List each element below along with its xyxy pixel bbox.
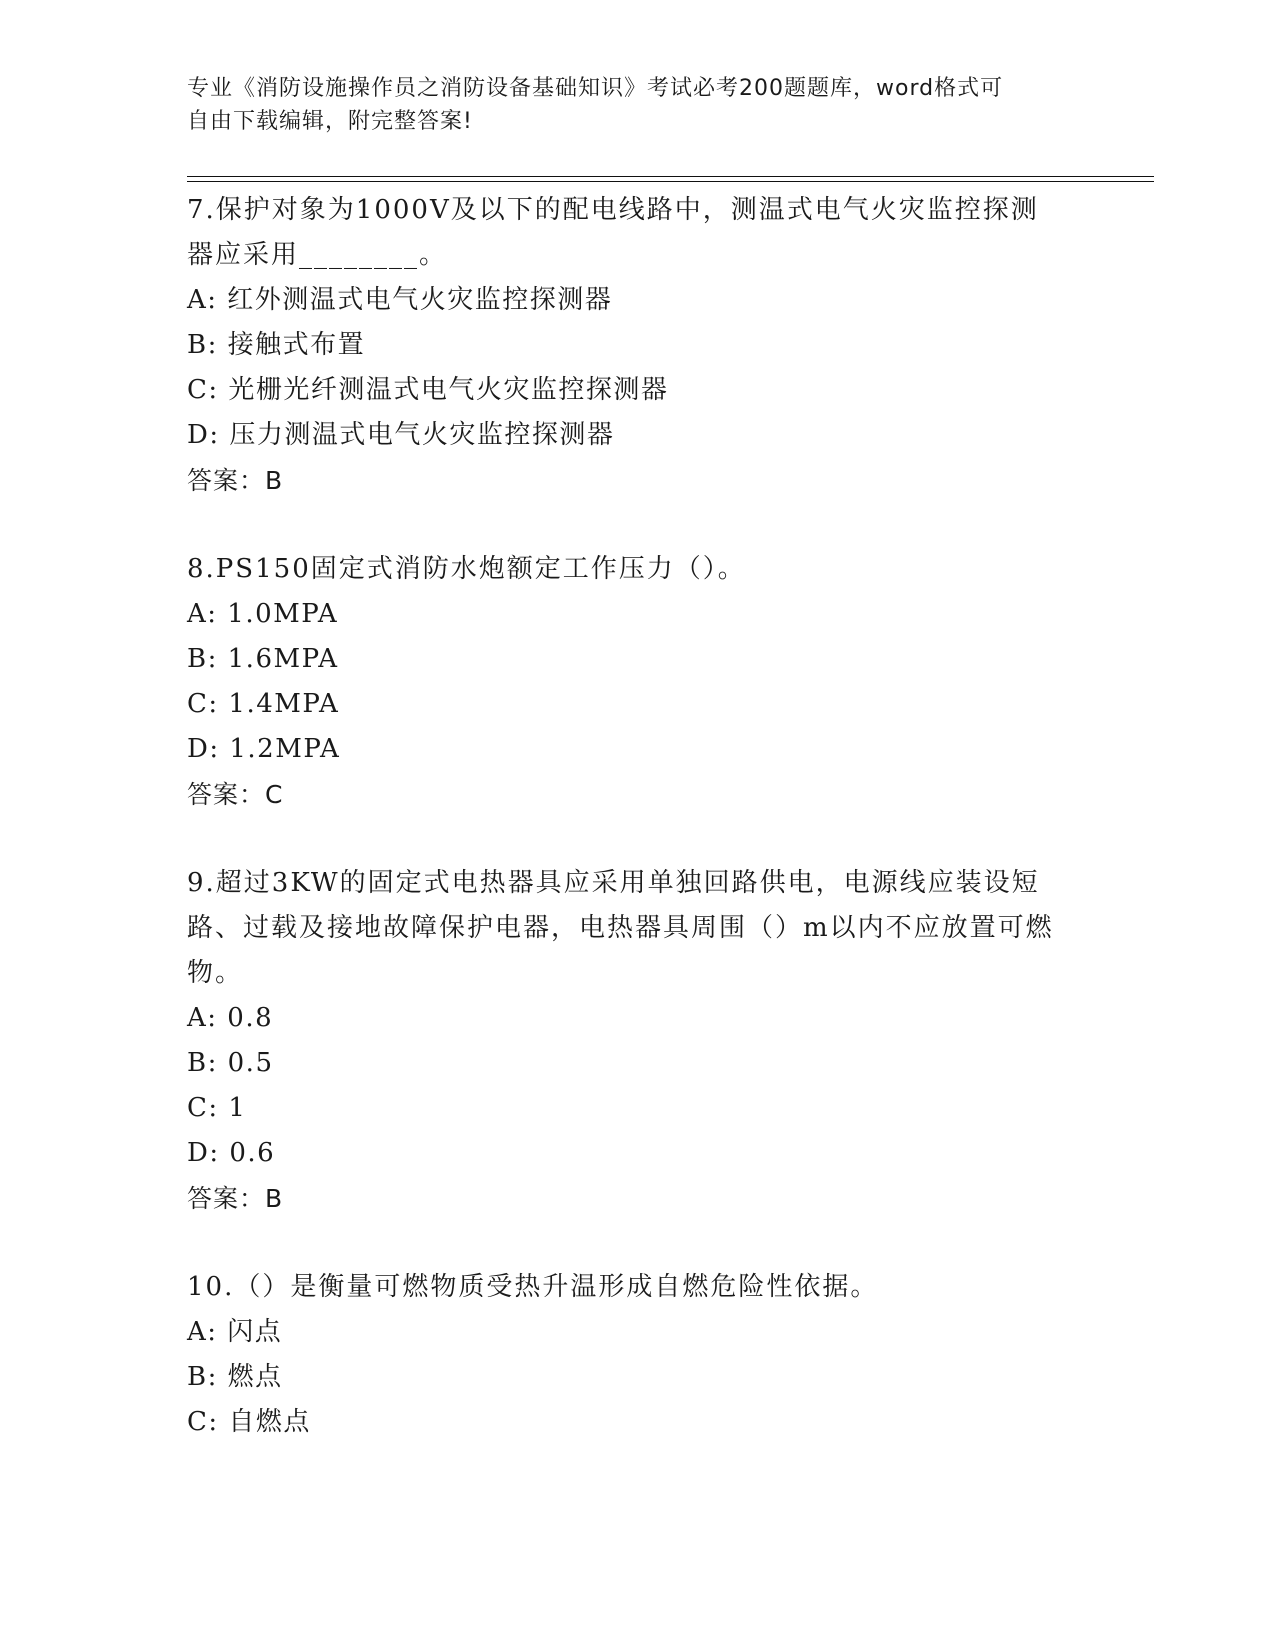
question-text: 7.保护对象为1000V及以下的配电线路中，测温式电气火灾监控探测 [187,195,1039,225]
option-c: C: 自燃点 [187,1407,311,1437]
option-b: B: 1.6MPA [187,644,339,674]
option-a: A: 0.8 [187,1003,274,1033]
question-8 [187,547,1087,817]
option-d: D: 1.2MPA [187,734,341,764]
option-d: D: 0.6 [187,1138,276,1168]
question-text: 路、过载及接地故障保护电器，电热器具周围（）m以内不应放置可燃 [187,913,1054,943]
option-c: C: 光栅光纤测温式电气火灾监控探测器 [187,375,669,405]
question-7 [187,188,1087,503]
question-text: 8.PS150固定式消防水炮额定工作压力（）。 [187,554,746,584]
answer: 答案：B [187,1184,284,1213]
header-line-1: 专业《消防设施操作员之消防设备基础知识》考试必考200题题库，word格式可 [187,76,1004,101]
header-divider-bottom [187,181,1154,182]
option-a: A: 红外测温式电气火灾监控探测器 [187,285,613,315]
question-text: 9.超过3KW的固定式电热器具应采用单独回路供电，电源线应装设短 [187,868,1040,898]
question-text: 器应采用________。 [187,240,448,270]
question-text: 10.（）是衡量可燃物质受热升温形成自燃危险性依据。 [187,1272,879,1302]
option-c: C: 1 [187,1093,247,1123]
question-9 [187,861,1087,1221]
option-b: B: 燃点 [187,1362,283,1392]
option-b: B: 0.5 [187,1048,274,1078]
question-list [187,188,1087,1489]
answer: 答案：C [187,780,284,809]
header-divider-top [187,176,1154,177]
header-line-2: 自由下载编辑，附完整答案! [187,109,473,134]
question-10 [187,1265,1087,1445]
option-a: A: 1.0MPA [187,599,339,629]
answer: 答案：B [187,466,284,495]
option-c: C: 1.4MPA [187,689,340,719]
document-header [187,72,1067,138]
option-b: B: 接触式布置 [187,330,366,360]
question-text: 物。 [187,958,244,988]
option-d: D: 压力测温式电气火灾监控探测器 [187,420,615,450]
option-a: A: 闪点 [187,1317,283,1347]
